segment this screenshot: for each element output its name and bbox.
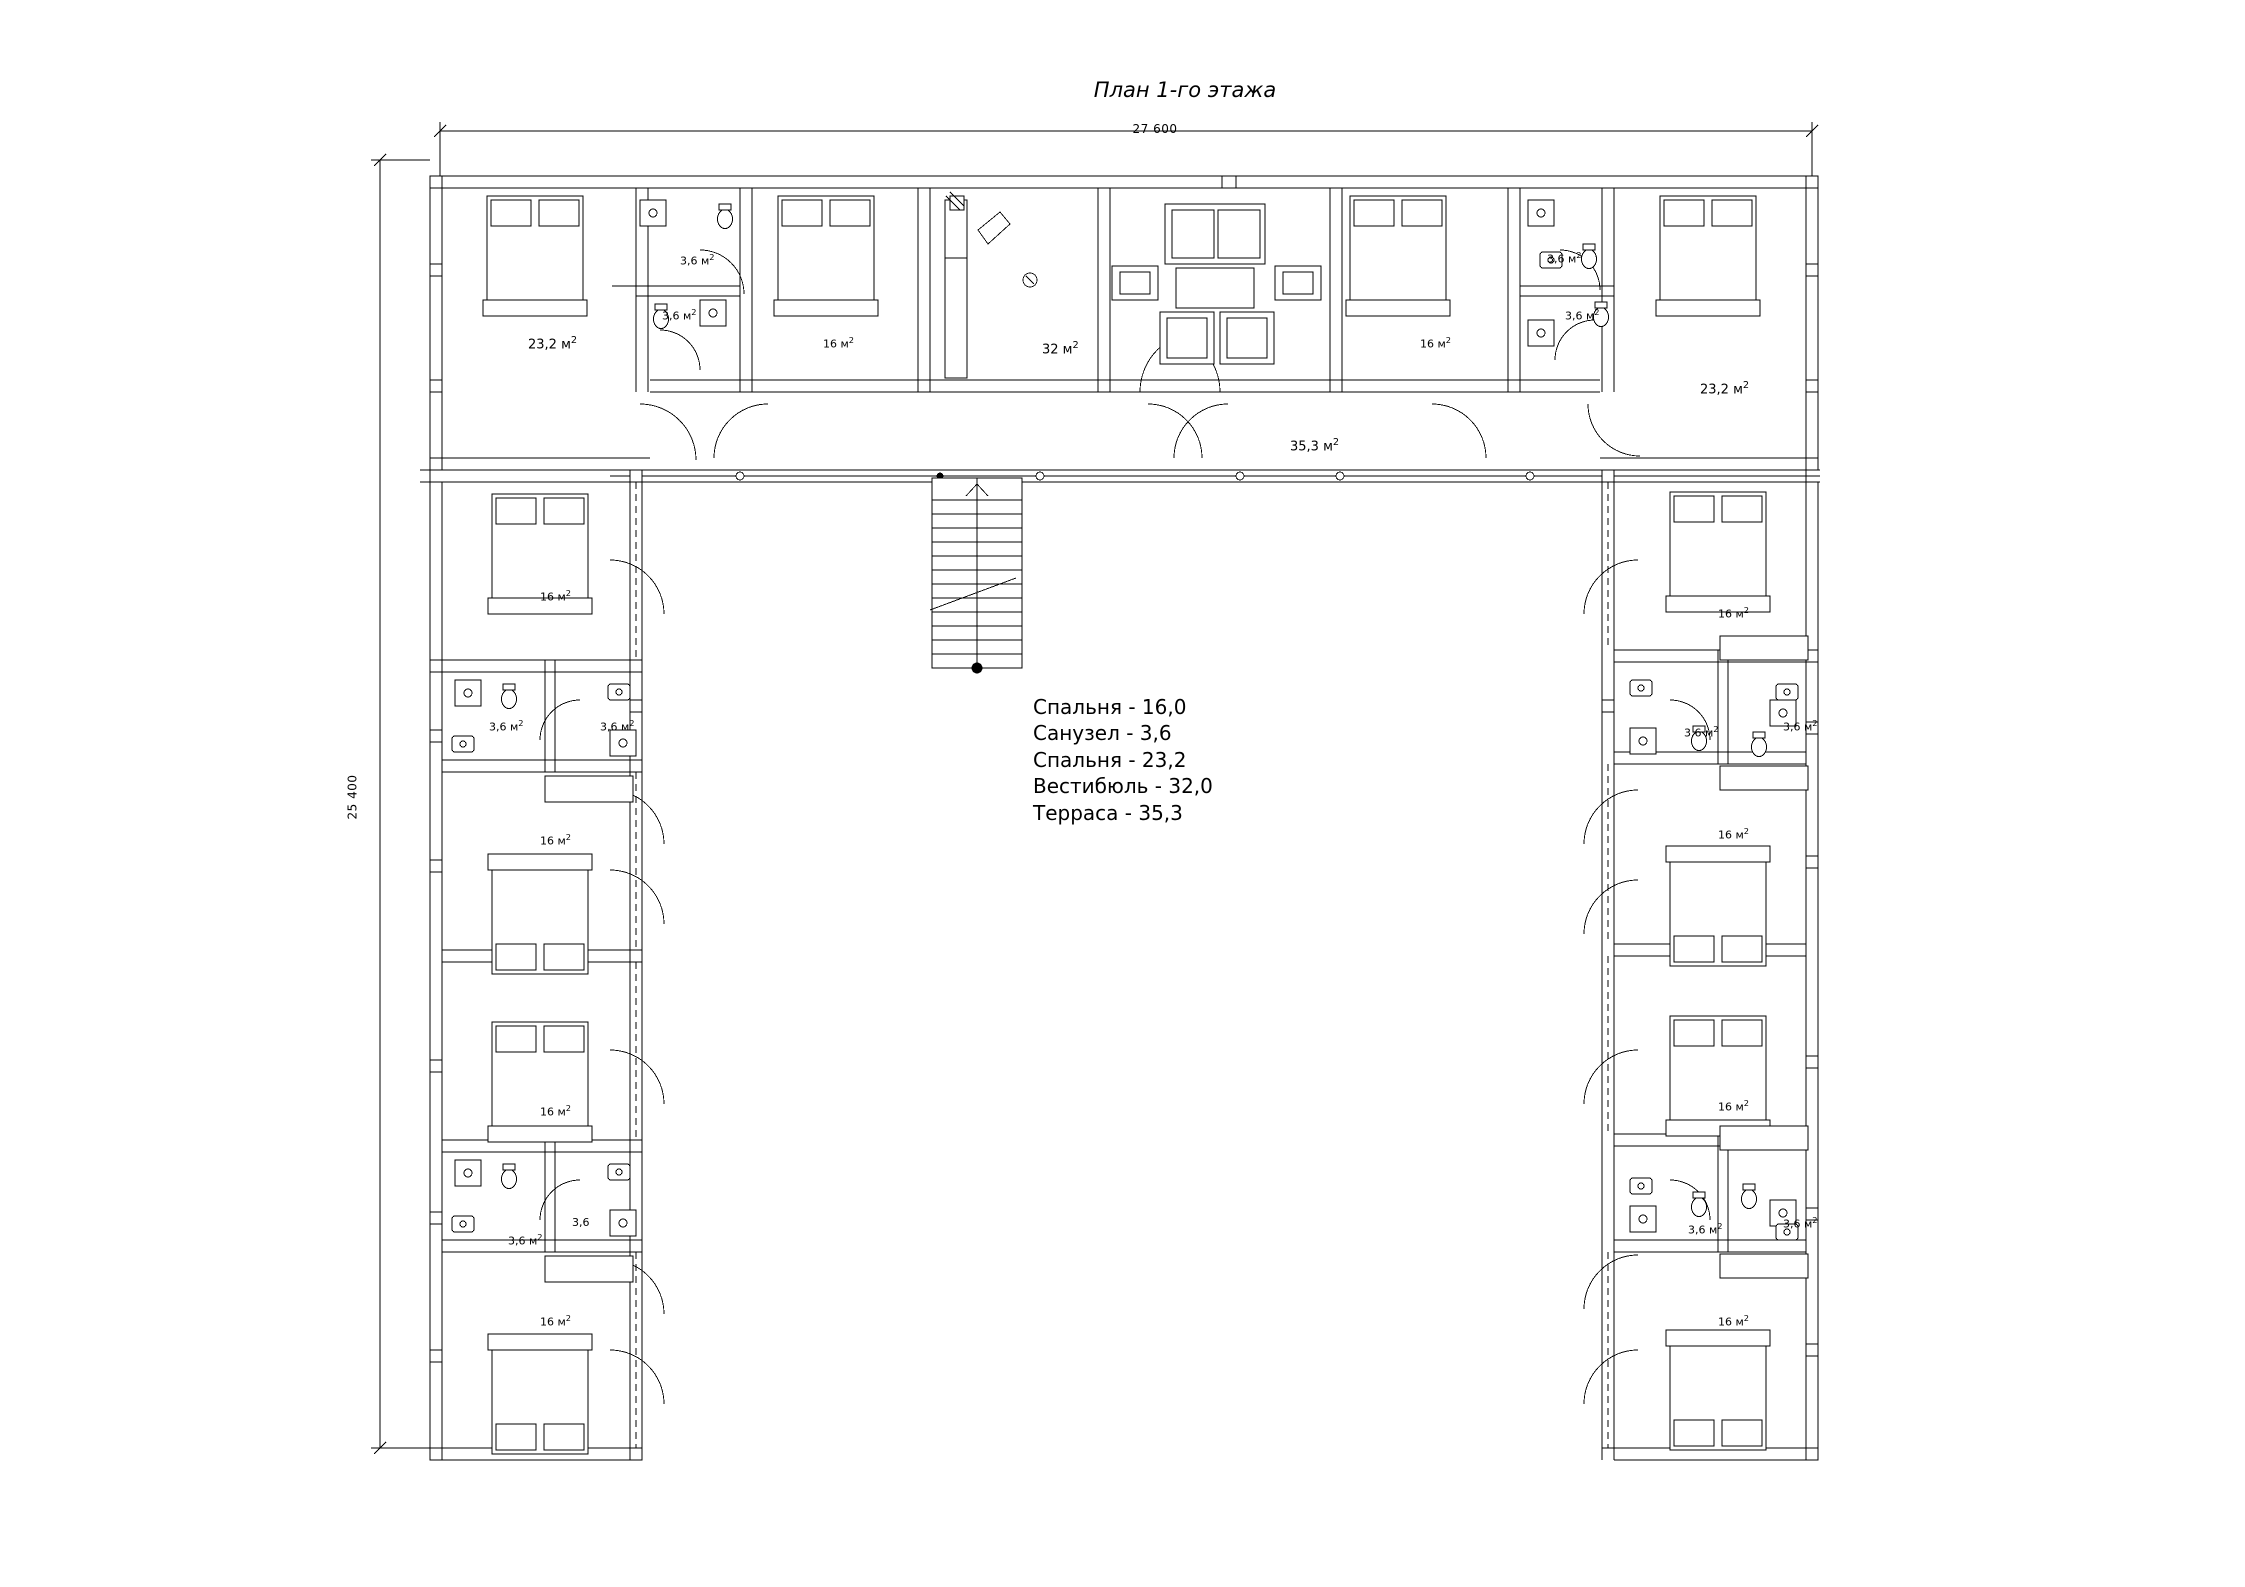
room-area-label: 3,6 $м^2$ (1783, 718, 1818, 734)
page-title: План 1-го этажа (1093, 78, 1277, 102)
furniture-bath-3 (452, 680, 636, 802)
room-area-label: 16 $м^2$ (1420, 335, 1452, 351)
furniture-bed-12 (1666, 1330, 1770, 1450)
room-area-label: 16 $м^2$ (1718, 1098, 1750, 1114)
legend-item-1: Санузел - 3,6 (1033, 721, 1172, 746)
room-area-label: 32 $м^2$ (1042, 340, 1079, 358)
room-area-label: 3,6 $м^2$ (600, 718, 635, 734)
room-area-label: 3,6 $м^2$ (508, 1232, 543, 1248)
furniture-lounge (1112, 204, 1321, 364)
furniture-bath-5 (1630, 636, 1808, 790)
furniture-bed-10 (1666, 846, 1770, 966)
legend-item-3: Вестибюль - 32,0 (1033, 774, 1213, 799)
room-area-label: 16 $м^2$ (540, 1313, 572, 1329)
room-area-label: 23,2 $м^2$ (1700, 380, 1750, 398)
furniture-bed-2 (774, 196, 878, 316)
room-area-label: 3,6 $м^2$ (1783, 1215, 1818, 1231)
furniture-vestibule (945, 192, 1037, 378)
room-area-label: 35,3 $м^2$ (1290, 437, 1340, 455)
room-area-label: 3,6 $м^2$ (1565, 307, 1600, 323)
furniture-bed-11 (1666, 1016, 1770, 1136)
room-area-label: 16 $м^2$ (540, 588, 572, 604)
furniture-bed-1 (483, 196, 587, 316)
room-area-label: 3,6 $м^2$ (1688, 1221, 1723, 1237)
furniture-bed-6 (488, 854, 592, 974)
room-area-label: 3,6 $м^2$ (680, 252, 715, 268)
staircase (930, 478, 1022, 673)
room-area-label: 23,2 $м^2$ (528, 335, 578, 353)
furniture-bed-9 (1666, 492, 1770, 612)
room-area-label: 3,6 $м^2$ (1547, 250, 1582, 266)
legend-item-0: Спальня - 16,0 (1033, 695, 1187, 719)
legend (1033, 694, 1213, 826)
room-area-label: 16 $м^2$ (540, 1103, 572, 1119)
furniture-bath-6 (1630, 1126, 1808, 1278)
room-area-label: 16 $м^2$ (823, 335, 855, 351)
room-area-label: 16 $м^2$ (1718, 605, 1750, 621)
room-area-label: 16 $м^2$ (1718, 1313, 1750, 1329)
room-area-label: 16 $м^2$ (540, 832, 572, 848)
room-area-label: 3,6 $м^2$ (1684, 724, 1719, 740)
room-area-label: 3,6 $м^2$ (662, 307, 697, 323)
furniture-bed-4 (1656, 196, 1760, 316)
room-area-label: 3,6 (572, 1216, 590, 1229)
legend-item-4: Терраса - 35,3 (1033, 800, 1183, 825)
dimension-left (371, 154, 430, 1454)
furniture-bath-4 (452, 1160, 636, 1282)
dimension-top-label: 27 600 (1132, 122, 1178, 136)
furniture-bed-8 (488, 1334, 592, 1454)
furniture-bed-3 (1346, 196, 1450, 316)
dimension-left-label: 25 400 (345, 774, 360, 820)
room-area-label: 3,6 $м^2$ (489, 718, 524, 734)
legend-item-2: Спальня - 23,2 (1033, 747, 1187, 772)
room-area-label: 16 $м^2$ (1718, 826, 1750, 842)
furniture-bed-7 (488, 1022, 592, 1142)
